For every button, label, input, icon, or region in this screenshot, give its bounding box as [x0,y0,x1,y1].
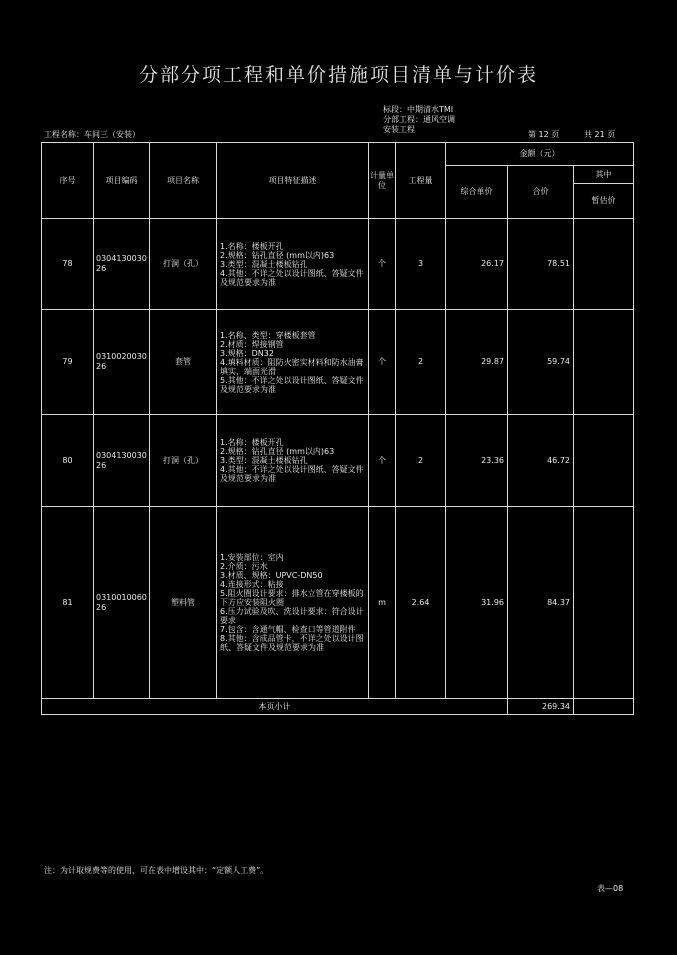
row-name: 套管 [150,310,217,415]
row-est [574,507,634,699]
row-name: 塑料管 [150,507,217,699]
row-unit-price: 26.17 [446,219,508,310]
row-code: 031001006026 [94,507,150,699]
row-est [574,415,634,507]
col-desc: 项目特征描述 [217,143,369,219]
row-code: 030413003026 [94,415,150,507]
form-number: 表—08 [597,884,624,893]
col-amount: 金额（元） [446,143,634,166]
row-desc: 1.名称、类型：穿楼板套管 2.材质：焊接钢管 3.规格：DN32 4.填料材质：阻防火密实材料和防水油膏填实，端面光滑 5.其他：不详之处以设计图纸、答疑文件及规范要求为准 [217,310,369,415]
row-no: 78 [42,219,94,310]
row-unit: 个 [369,219,396,310]
table-row [42,507,634,699]
row-est [574,310,634,415]
row-code: 030413003026 [94,219,150,310]
row-total: 78.51 [508,219,574,310]
row-unit: 个 [369,415,396,507]
col-name: 项目名称 [150,143,217,219]
section-line-3: 安装工程 [383,125,415,134]
row-desc: 1.安装部位：室内 2.介质：污水 3.材质、规格：UPVC-DN50 4.连接形式：粘接 5.阻火圈设计要求：排水立管在穿楼板的下方应安装阻火圈 6.压力试验及吹、洗设计要求：符合设计要求 7.包含：含通气帽、检查口等管道附件 8.其他：含成品管卡，不详之处以设计图纸、答疑文件及规范要求为准 [217,507,369,699]
row-unit: m [369,507,396,699]
page-total: 共 21 页 [584,130,616,139]
row-no: 81 [42,507,94,699]
subtotal-est [574,699,634,715]
section-line-1: 标段：中期清水TMI [383,105,454,114]
col-total: 合价 [508,166,574,219]
footer-note: 注：为计取规费等的使用，可在表中增设其中：“定额人工费”。 [44,866,269,875]
col-no: 序号 [42,143,94,219]
row-total: 59.74 [508,310,574,415]
row-total: 46.72 [508,415,574,507]
subtotal-row [42,699,634,715]
col-est: 暂估价 [574,184,634,219]
project-label: 工程名称： [44,130,84,139]
row-qty: 2.64 [396,507,446,699]
row-name: 打洞（孔） [150,415,217,507]
row-unit-price: 23.36 [446,415,508,507]
row-unit-price: 29.87 [446,310,508,415]
row-unit-price: 31.96 [446,507,508,699]
col-qty: 工程量 [396,143,446,219]
row-name: 打洞（孔） [150,219,217,310]
header-row-1 [42,143,634,166]
row-qty: 2 [396,310,446,415]
section-line-2: 分部工程：通风空调 [383,115,455,124]
project-name [44,130,140,139]
row-qty: 3 [396,219,446,310]
subtotal-value: 269.34 [508,699,574,715]
table-row [42,219,634,310]
page-title: 分部分项工程和单价措施项目清单与计价表 [138,64,538,86]
pricing-table [41,142,634,715]
row-qty: 2 [396,415,446,507]
row-no: 80 [42,415,94,507]
row-est [574,219,634,310]
row-total: 84.37 [508,507,574,699]
row-code: 031002003026 [94,310,150,415]
project-value: 车间三（安装） [84,130,140,139]
page-current: 第 12 页 [528,130,560,139]
table-row [42,310,634,415]
row-unit: 个 [369,310,396,415]
col-unit: 计量单位 [369,143,396,219]
col-unit-price: 综合单价 [446,166,508,219]
col-code: 项目编码 [94,143,150,219]
row-desc: 1.名称：楼板开孔 2.规格：钻孔直径 (mm以内)63 3.类型：混凝土楼板钻孔 4.其他：不详之处以设计图纸、答疑文件及规范要求为准 [217,415,369,507]
row-no: 79 [42,310,94,415]
row-desc: 1.名称：楼板开孔 2.规格：钻孔直径 (mm以内)63 3.类型：混凝土楼板钻孔 4.其他：不详之处以设计图纸、答疑文件及规范要求为准 [217,219,369,310]
table-row [42,415,634,507]
col-of-which: 其中 [574,166,634,184]
subtotal-label: 本页小计 [42,699,508,715]
